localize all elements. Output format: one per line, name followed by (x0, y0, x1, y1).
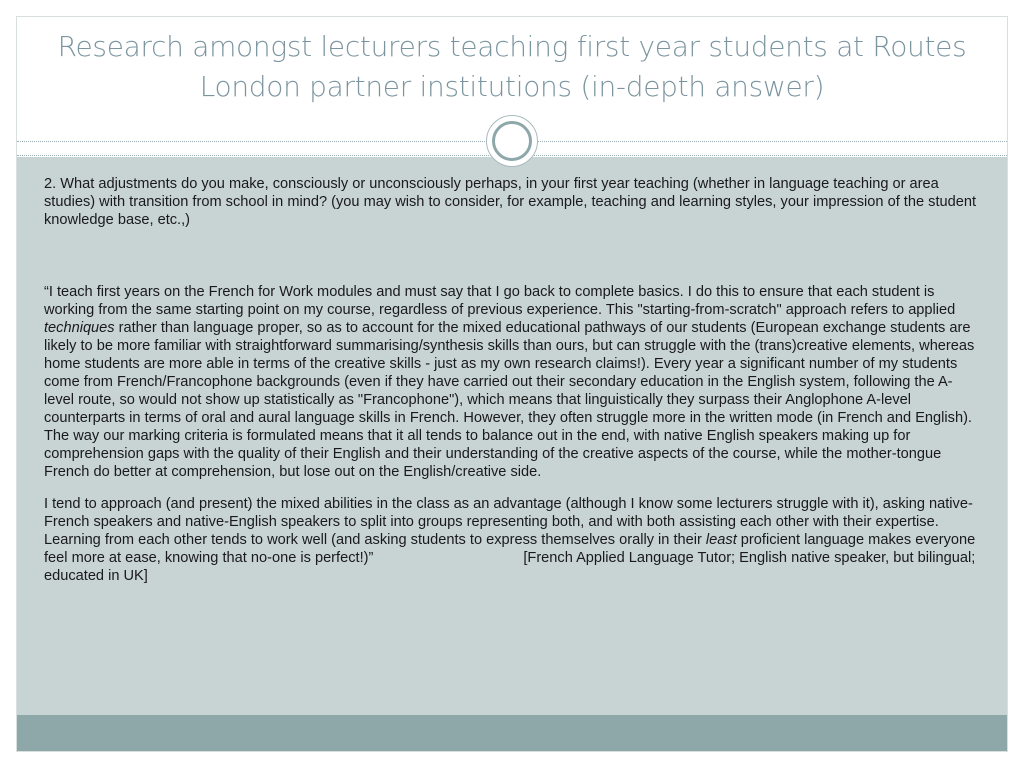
answer-paragraph-1-before: “I teach first years on the French for Work modules and must say that I go back to complete basics. I do this to ensure that each student is working from the same starting point on my course, regardless of previous experience. This "starting-from-scratch" approach refers to applied (44, 284, 956, 318)
divider-circle-inner (492, 121, 532, 161)
slide-title: Research amongst lecturers teaching first year students at Routes London partner institutions (in-depth answer) (57, 30, 967, 103)
answer-paragraph-2-emphasis: least (705, 532, 737, 548)
slide (17, 17, 1007, 751)
footer-band (17, 715, 1007, 751)
divider-circle-ornament (486, 115, 538, 167)
answer-paragraph-1-after: rather than language proper, so as to account for the mixed educational pathways of our students (European exchange students are likely to be more familiar with straightforward summarising/synthesis skills than ours, but can struggle with the (trans)creative elements, whereas home students are more able in terms of the creative skills - just as my own research claims!). Every year a significant number of my students come from French/Francophone backgrounds (even if they have carried out their secondary education in the English system, following the A-level route, so would not show up statistically as "Francophone"), which means that linguistically they surpass their Anglophone A-level counterparts in terms of oral and aural language skills in French. However, they often struggle more in the written mode (in French and English). The way our marking criteria is formulated means that it all tends to balance out in the end, with native English speakers making up for comprehension gaps with the quality of their English and their understanding of the creative aspects of the course, while the mother-tongue French do better at comprehension, but lose out on the English/creative side. (44, 320, 975, 480)
answer-paragraph-2-before: I tend to approach (and present) the mixed abilities in the class as an advantage (although I know some lecturers struggle with it), asking native-French speakers and native-English speakers to split into groups representing both, and with both assisting each other with their expertise. Learning from each other tends to work well (and asking students to express themselves orally in their (44, 496, 973, 548)
answer-paragraph-1 (44, 283, 979, 481)
question-text: 2. What adjustments do you make, consciously or unconsciously perhaps, in your first year teaching (whether in language teaching or area studies) with transition from school in mind? (you may wish to consider, for example, teaching and learning styles, your impression of the student knowledge base, etc.,) (44, 176, 977, 228)
answer-paragraph-2-after: proficient language makes everyone feel more at ease, knowing that no-one is perfect!)” (44, 532, 976, 566)
answer-paragraph-2 (44, 495, 979, 585)
attribution: [French Applied Language Tutor; English native speaker, but bilingual; educated in UK] (44, 550, 976, 584)
answer-paragraph-1-emphasis: techniques (44, 320, 115, 336)
content (44, 175, 979, 585)
